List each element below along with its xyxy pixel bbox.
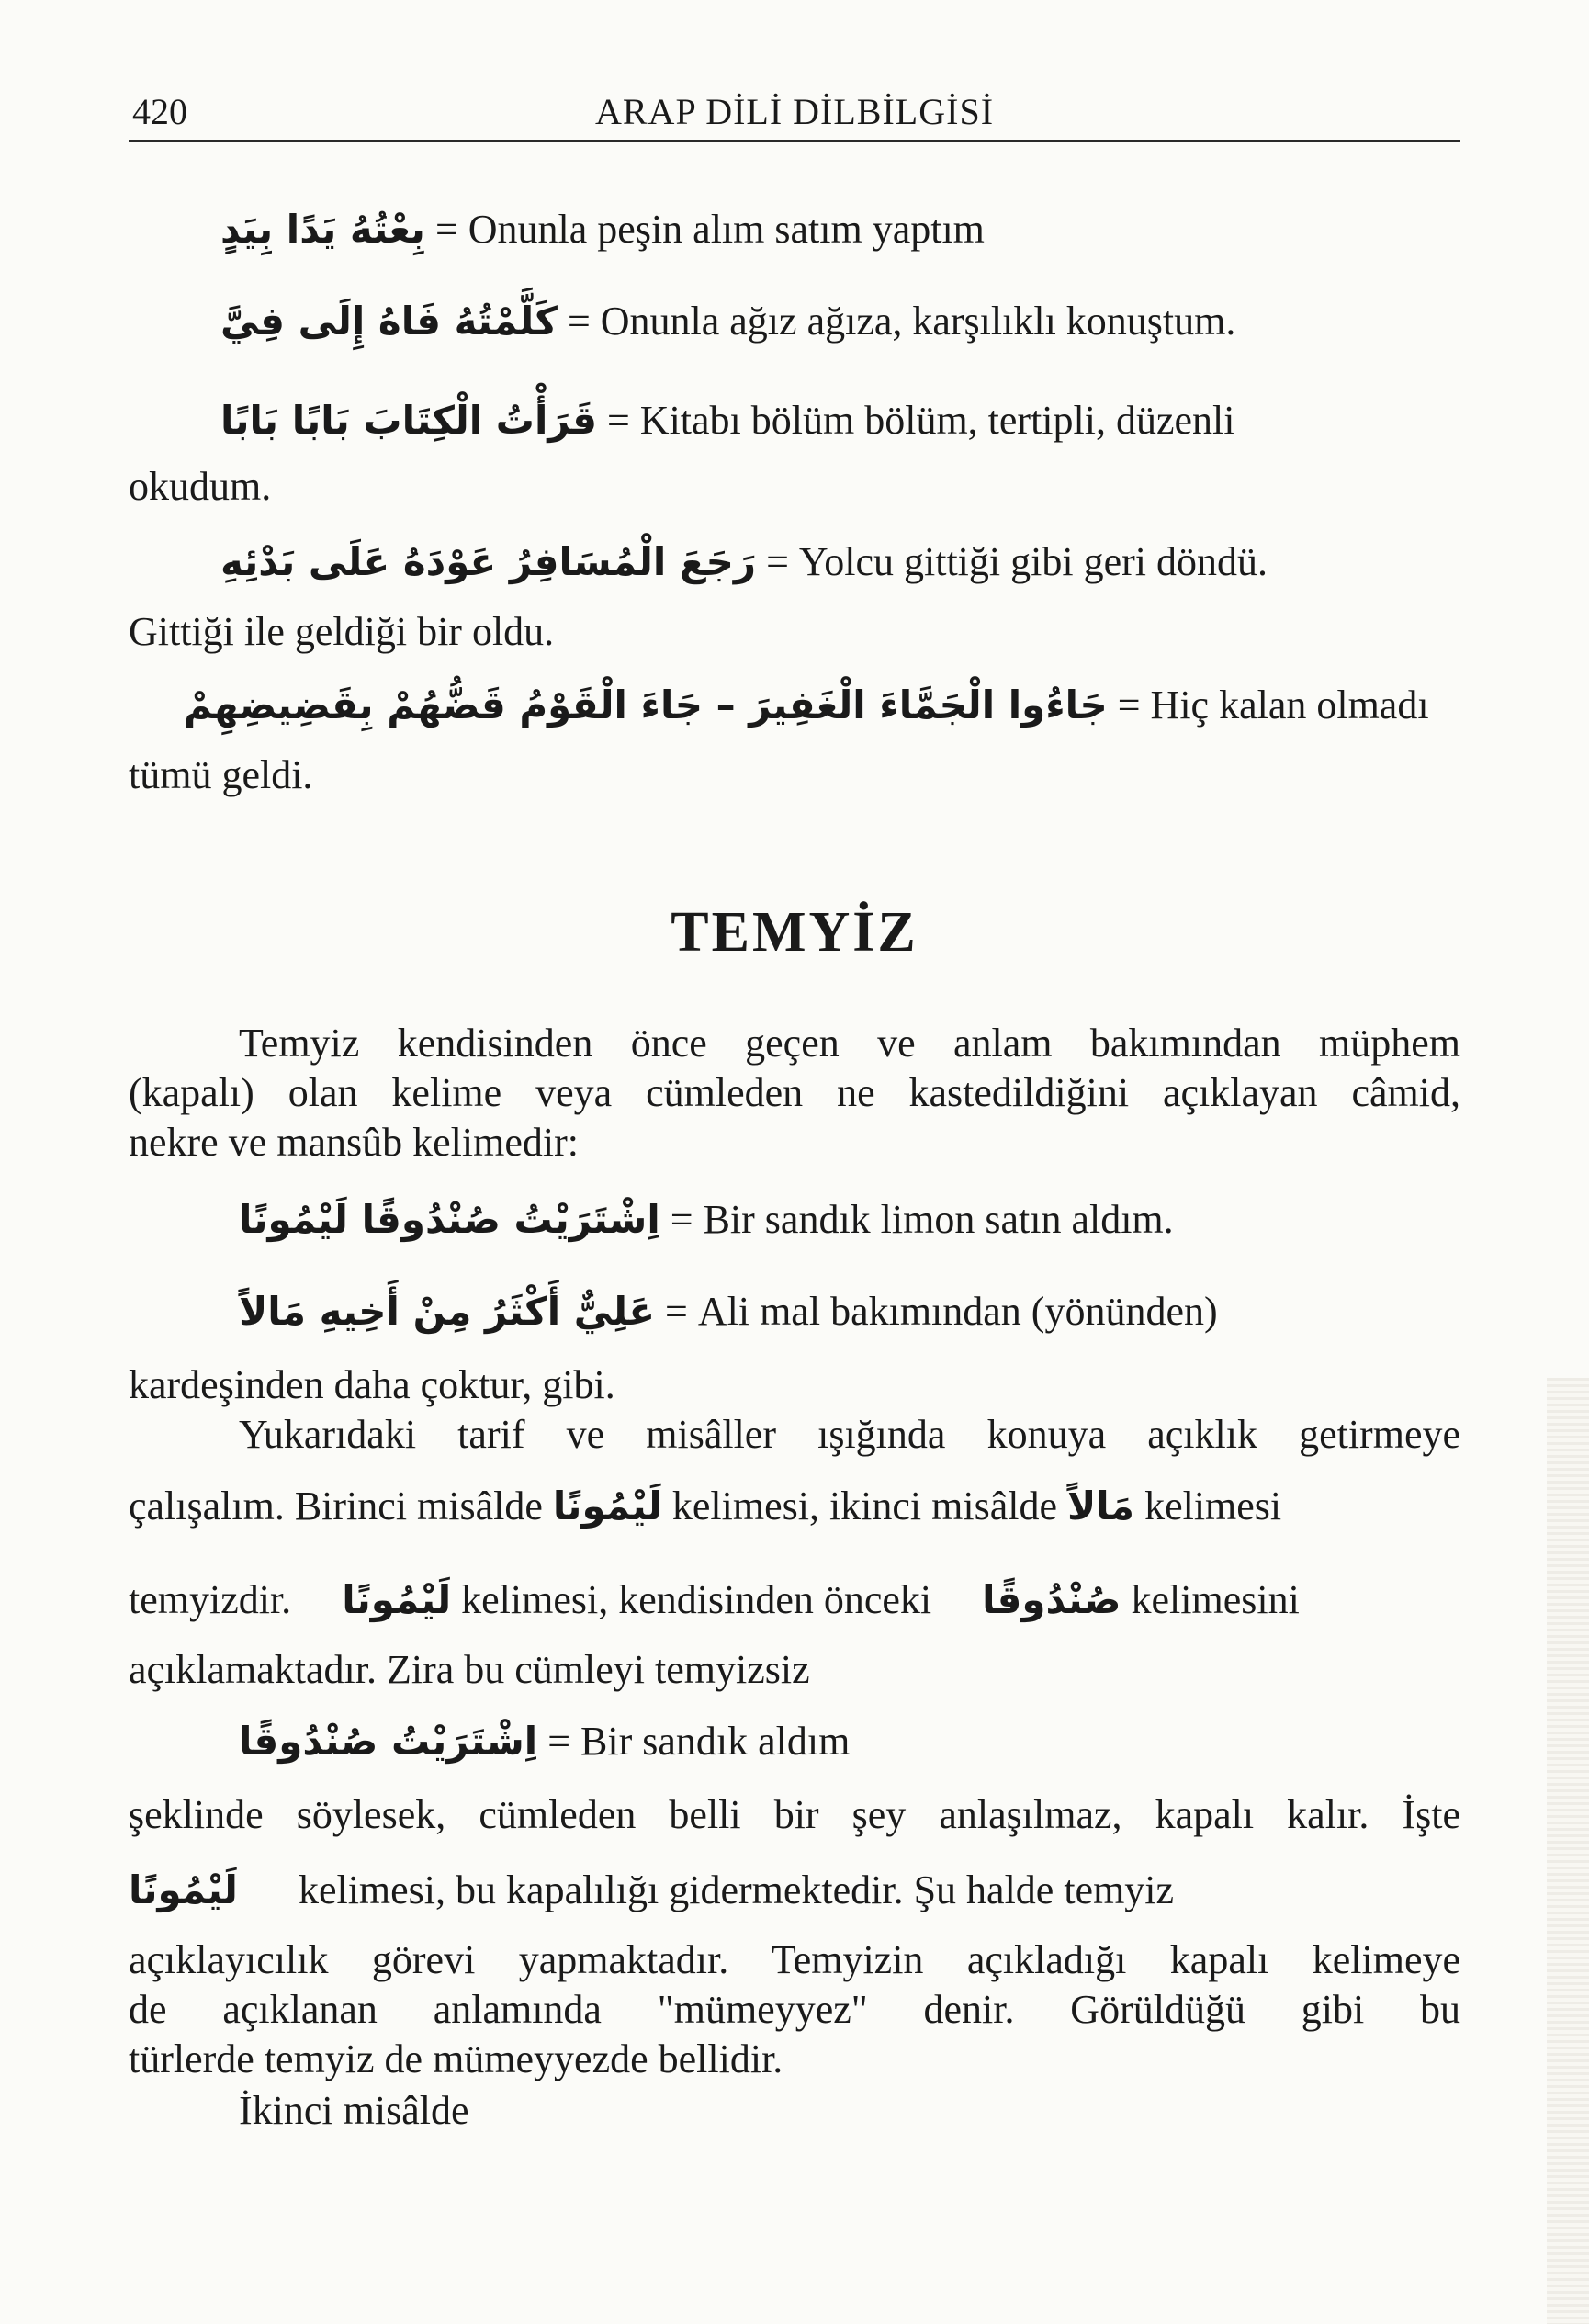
book-title: ARAP DİLİ DİLBİLGİSİ bbox=[594, 91, 995, 132]
translation: = Bir sandık aldım bbox=[547, 1719, 851, 1764]
arabic-example: اِشْتَرَيْتُ صُنْدُوقًا لَيْمُونًا bbox=[239, 1197, 660, 1242]
example-line bbox=[129, 395, 1460, 446]
paragraph-line: (kapalı) olan kelime veya cümleden ne kastedildiğini açıklayan câmid, bbox=[129, 1070, 1460, 1115]
page-number: 420 bbox=[132, 91, 187, 132]
arabic-example: عَلِيٌّ أَكْثَرُ مِنْ أَخِيهِ مَالاً bbox=[239, 1289, 656, 1334]
arabic-example: جَاءُوا الْجَمَّاءَ الْغَفِيرَ – جَاءَ الْقَوْمُ قَضُّهُمْ بِقَضِيضِهِمْ bbox=[184, 683, 1108, 728]
translation: = Onunla peşin alım satım yaptım bbox=[434, 207, 985, 252]
arabic-example: اِشْتَرَيْتُ صُنْدُوقًا bbox=[239, 1719, 538, 1764]
paragraph-line: açıklayıcılık görevi yapmaktadır. Temyizin açıkladığı kapalı kelimeye bbox=[129, 1937, 1460, 1982]
arabic-word: لَيْمُونًا bbox=[552, 1484, 662, 1529]
text-run: kelimesini bbox=[1131, 1577, 1300, 1622]
text-run: çalışalım. Birinci misâlde bbox=[129, 1484, 543, 1529]
paragraph-line bbox=[129, 1481, 1460, 1532]
arabic-example: قَرَأْتُ الْكِتَابَ بَابًا بَابًا bbox=[220, 398, 597, 443]
arabic-word: لَيْمُونًا bbox=[129, 1867, 238, 1912]
arabic-word: لَيْمُونًا bbox=[342, 1577, 452, 1622]
section-heading: TEMYİZ bbox=[671, 901, 918, 964]
example-line bbox=[129, 1716, 1460, 1767]
example-line bbox=[129, 1194, 1460, 1246]
example-line bbox=[129, 296, 1460, 347]
arabic-word: مَالاً bbox=[1067, 1484, 1135, 1529]
text-run: kelimesi bbox=[1144, 1484, 1282, 1529]
translation: = Onunla ağız ağıza, karşılıklı konuştum. bbox=[567, 299, 1236, 344]
page-edge-texture bbox=[1547, 1378, 1589, 2324]
running-head bbox=[129, 88, 1460, 142]
arabic-word: صُنْدُوقًا bbox=[982, 1577, 1121, 1622]
translation: = Ali mal bakımından (yönünden) bbox=[665, 1289, 1218, 1334]
example-line bbox=[129, 680, 1460, 731]
translation: = Yolcu gittiği gibi geri döndü. bbox=[766, 539, 1268, 584]
paragraph-line: nekre ve mansûb kelimedir: bbox=[129, 1120, 579, 1165]
paragraph-line: Temyiz kendisinden önce geçen ve anlam bakımından müphem bbox=[239, 1021, 1460, 1066]
translation: = Kitabı bölüm bölüm, tertipli, düzenli bbox=[606, 398, 1235, 443]
paragraph-line bbox=[129, 1865, 1460, 1916]
translation: = Bir sandık limon satın aldım. bbox=[670, 1197, 1174, 1242]
text-run: kelimesi, bu kapalılığı gidermektedir. Şu halde temyiz bbox=[298, 1867, 1175, 1912]
paragraph-line: açıklamaktadır. Zira bu cümleyi temyizsiz bbox=[129, 1647, 810, 1692]
example-line bbox=[129, 1286, 1460, 1337]
translation: = Hiç kalan olmadı bbox=[1117, 683, 1429, 728]
text-run: kelimesi, kendisinden önceki bbox=[461, 1577, 932, 1622]
paragraph-line: Yukarıdaki tarif ve misâller ışığında konuya açıklık getirmeye bbox=[239, 1412, 1460, 1457]
continuation-line: tümü geldi. bbox=[129, 752, 313, 797]
continuation-line: Gittiği ile geldiği bir oldu. bbox=[129, 609, 555, 654]
text-run: temyizdir. bbox=[129, 1577, 292, 1622]
example-line bbox=[129, 204, 1460, 255]
example-line bbox=[129, 536, 1460, 588]
arabic-example: رَجَعَ الْمُسَافِرُ عَوْدَهُ عَلَى بَدْئِهِ bbox=[220, 539, 757, 584]
continuation-line: okudum. bbox=[129, 464, 272, 509]
paragraph-line: şeklinde söylesek, cümleden belli bir şey anlaşılmaz, kapalı kalır. İşte bbox=[129, 1792, 1460, 1837]
paragraph-line: de açıklanan anlamında "mümeyyez" denir. Görüldüğü gibi bu bbox=[129, 1987, 1460, 2032]
paragraph-line: İkinci misâlde bbox=[239, 2088, 469, 2133]
paragraph-line: türlerde temyiz de mümeyyezde bellidir. bbox=[129, 2036, 783, 2081]
continuation-line: kardeşinden daha çoktur, gibi. bbox=[129, 1362, 615, 1407]
text-run: kelimesi, ikinci misâlde bbox=[671, 1484, 1057, 1529]
arabic-example: كَلَّمْتُهُ فَاهُ إِلَى فِيَّ bbox=[220, 299, 558, 344]
paragraph-line bbox=[129, 1574, 1460, 1626]
arabic-example: بِعْتُهُ يَدًا بِيَدٍ bbox=[220, 207, 425, 252]
